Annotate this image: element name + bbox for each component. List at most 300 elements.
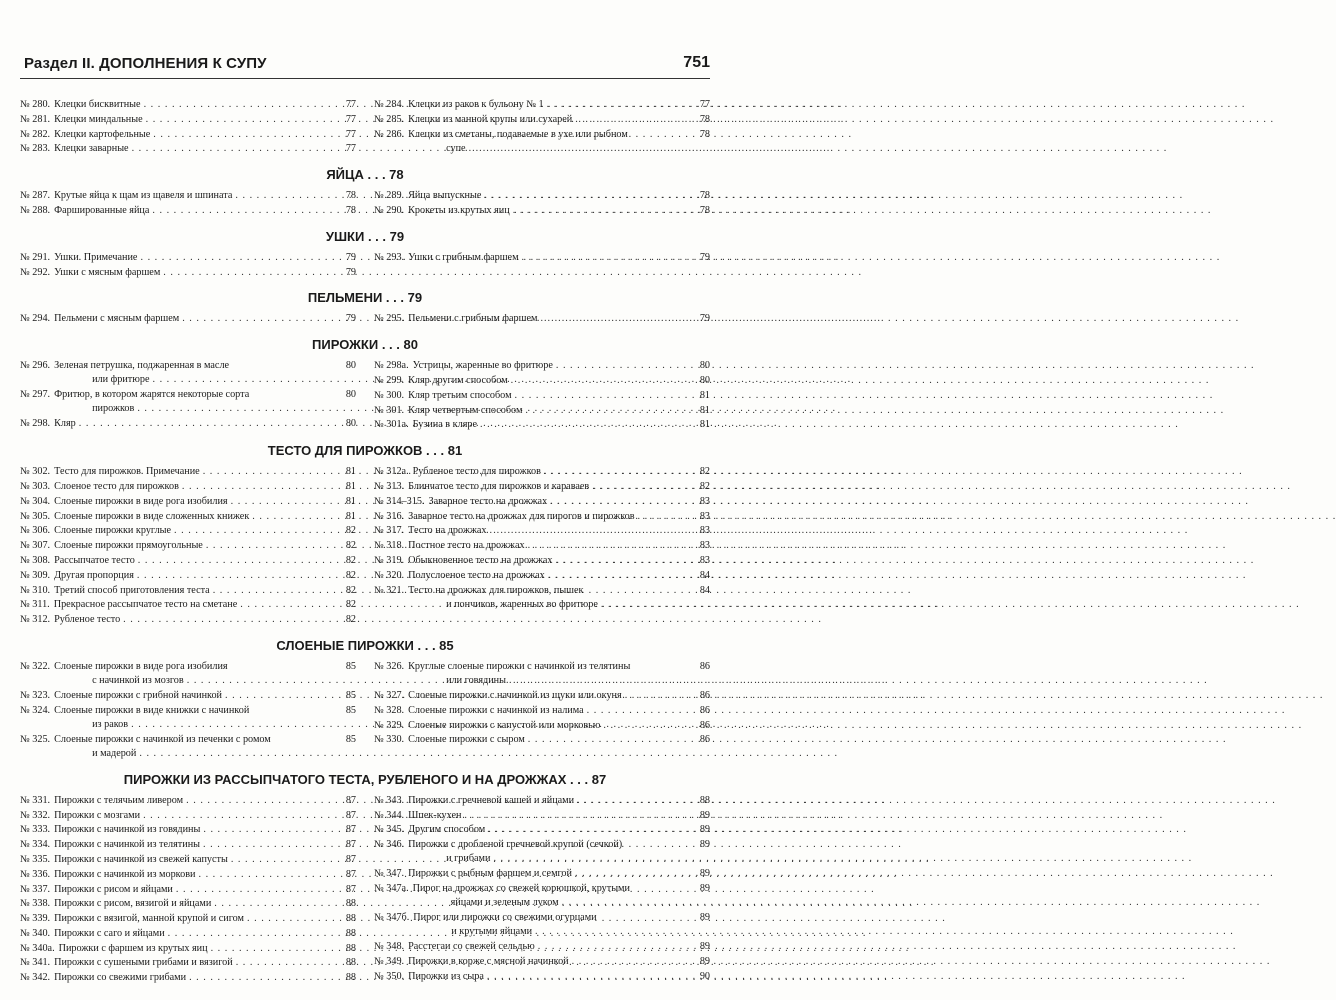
dot-leader [538,940,691,954]
recipe-number: № 350. [374,970,405,982]
toc-section [20,288,710,327]
entry-text [54,312,340,326]
entry-text [408,554,694,568]
toc-entry [374,940,710,954]
entry-line [59,942,340,956]
recipe-number: № 296. [20,360,51,372]
recipe-number: № 298а. [374,360,409,372]
recipe-title: Обыкновенное тесто на дрожжах [408,554,553,566]
recipe-number: № 282. [20,128,51,140]
dot-leader [211,942,337,956]
recipe-title: Расстегаи со свежей сельдью [408,940,535,952]
page-reference: 78 [345,190,356,202]
page-reference: 80 [345,389,356,401]
recipe-title: Пирожки с рисом, вязигой и яйцами [54,898,212,910]
recipe-title: из раков [92,718,129,730]
recipe-number: № 300. [374,389,405,401]
recipe-title: Кляр четвертым способом [408,404,523,416]
entry-text [54,388,340,416]
entry-line [408,970,694,984]
dot-leader [236,956,337,970]
dot-leader [152,373,337,387]
toc-entry [374,569,710,583]
dot-leader [213,584,337,598]
page-reference: 79 [345,313,356,325]
page-reference: 80 [699,360,710,372]
entry-text [408,204,694,218]
left-column [20,312,356,327]
entry-text [408,510,694,524]
recipe-title: Пирог на дрожжах со свежей корюшкой, крутыми [412,882,630,894]
toc-entry [374,882,710,910]
dot-leader [638,510,691,524]
page-reference: 87 [345,853,356,865]
toc-entry [20,868,356,882]
entry-line [54,823,340,837]
dot-leader [203,838,337,852]
recipe-title: Кляр [54,418,76,430]
recipe-number: № 343. [374,794,405,806]
recipe-number: № 312. [20,614,51,626]
entry-line [408,312,694,326]
recipe-title: Круглые слоеные пирожки с начинкой из телятины [408,660,631,672]
entry-text [54,251,340,265]
running-header [20,48,710,79]
page-reference: 88 [699,794,710,806]
entry-text [408,809,694,823]
recipe-title: Ушки. Примечание [54,251,138,263]
recipe-number: № 295. [374,313,405,325]
entry-line [54,689,340,703]
entry-line [408,374,694,388]
recipe-title: Пельмени с грибным фаршем [408,313,538,325]
recipe-title: Другим способом [408,824,486,836]
page-reference: 88 [345,898,356,910]
recipe-number: № 335. [20,853,51,865]
entry-line [408,598,694,612]
recipe-title: Фаршированные яйца [54,204,150,216]
entry-line [408,251,694,265]
dot-leader [144,98,337,112]
recipe-title: Клецки картофельные [54,128,151,140]
recipe-title: или фритюре [92,374,150,386]
toc-entry [374,204,710,218]
entry-text [59,942,340,956]
toc-entry [374,794,710,808]
entry-line [408,955,694,969]
entry-text [54,613,340,627]
section-title: Раздел II. ДОПОЛНЕНИЯ К СУПУ [24,55,267,72]
recipe-title: Слоеное тесто для пирожков [54,480,179,492]
toc-entry [374,374,710,388]
toc-entry [20,794,356,808]
recipe-number: № 322. [20,660,51,672]
recipe-title: Пирожки в корже с мясной начинкой [408,955,569,967]
entry-line [408,142,694,156]
entry-line [54,747,340,761]
entry-text [54,142,340,156]
recipe-number: № 306. [20,525,51,537]
recipe-title: Слоеные пирожки с сыром [408,734,525,746]
entry-line [54,912,340,926]
toc-entry [374,359,710,373]
toc-entry [20,388,356,416]
toc-entry [20,539,356,553]
entry-line [54,251,340,265]
dot-leader [487,970,691,984]
page-reference: 87 [345,839,356,851]
entry-line [408,480,694,494]
dot-leader [203,465,337,479]
dot-leader [143,809,337,823]
right-column [374,794,710,986]
right-column [374,660,710,762]
entry-text [54,704,340,732]
toc-entry [20,689,356,703]
entry-text [54,204,340,218]
recipe-title: Слоеные пирожки круглые [54,525,172,537]
entry-line [54,674,340,688]
page-reference: 89 [699,809,710,821]
recipe-number: № 292. [20,266,51,278]
dot-leader [163,266,337,280]
entry-line [54,883,340,897]
page-reference: 78 [345,204,356,216]
recipe-title: Кляр третьим способом [408,389,512,401]
dot-leader [488,823,691,837]
page-reference: 84 [699,569,710,581]
toc-entry [374,733,710,747]
entry-line [54,853,340,867]
entry-line [54,189,340,203]
section-heading: ТЕСТО ДЛЯ ПИРОЖКОВ . . . 81 [267,443,463,459]
page-reference: 81 [699,389,710,401]
entry-text [428,495,694,509]
toc-entry [20,480,356,494]
page-reference: 83 [699,525,710,537]
right-column [374,465,710,628]
recipe-title: Шпек-кухен [408,809,462,821]
dot-leader [625,689,691,703]
recipe-title: Ушки с грибным фаршем [408,251,519,263]
entry-line [54,539,340,553]
entry-text [408,689,694,703]
recipe-number: № 303. [20,480,51,492]
toc-entry [20,554,356,568]
toc-entry [374,955,710,969]
toc-entry [20,927,356,941]
entry-line [54,718,340,732]
dot-leader [131,718,337,732]
entry-line [54,388,340,402]
dot-leader [252,510,337,524]
page-reference: 83 [699,540,710,552]
entry-line [408,838,694,852]
entry-line [408,940,694,954]
entry-line [54,897,340,911]
page-reference: 86 [699,704,710,716]
toc-entry [20,98,356,112]
dot-leader [544,465,691,479]
recipe-title: Яйца выпускные [408,190,482,202]
recipe-title: Пирожки с рыбным фаршем и семгой [408,868,572,880]
entry-text [54,689,340,703]
recipe-number: № 329. [374,719,405,731]
entry-text [408,970,694,984]
entry-text [54,189,340,203]
entry-text [408,569,694,583]
toc-entry [20,942,356,956]
entry-line [54,569,340,583]
dot-leader [176,883,337,897]
toc-entry [374,867,710,881]
recipe-number: № 311. [20,599,50,611]
recipe-number: № 344. [374,809,405,821]
toc-entry [20,613,356,627]
toc-entry [20,359,356,387]
entry-text [54,794,340,808]
entry-line [54,927,340,941]
toc-entry [374,809,710,823]
toc-entry [20,189,356,203]
toc-section [20,636,710,762]
entry-text [54,266,340,280]
recipe-title: Заварное тесто на дрожжах для пирогов и пирожков [408,510,635,522]
page-reference: 81 [345,495,356,507]
entry-text [54,510,340,524]
page-reference: 83 [699,554,710,566]
page-reference: 89 [699,882,710,894]
recipe-number: № 284. [374,99,405,110]
recipe-title: Крокеты из крутых яиц [408,204,510,216]
dot-leader [79,417,337,431]
dot-leader [231,853,337,867]
dot-leader [139,747,337,761]
page-reference: 80 [345,418,356,430]
dot-leader [587,704,691,718]
entry-text [54,128,340,142]
entry-text [408,838,694,866]
recipe-number: № 301а. [374,419,409,431]
recipe-number: № 341. [20,957,51,969]
toc-entry [374,113,710,127]
recipe-number: № 326. [374,660,405,672]
recipe-number: № 337. [20,883,51,895]
recipe-title: Слоеные пирожки с начинкой из налима [408,704,584,716]
dot-leader [240,598,337,612]
recipe-title: Слоеные пирожки прямоугольные [54,540,203,552]
page-reference: 82 [345,525,356,537]
page-reference: 85 [345,660,356,672]
recipe-title: Пирожки с телячьим ливером [54,794,184,806]
entry-line [54,704,340,718]
dot-leader [225,689,337,703]
dot-leader [469,142,691,156]
toc-entry [374,524,710,538]
dot-leader [575,113,691,127]
dot-leader [206,539,337,553]
recipe-title: Пирожки с начинкой из свежей капусты [54,853,228,865]
entry-text [408,128,694,156]
entry-line [54,266,340,280]
dot-leader [490,524,691,538]
recipe-number: № 317. [374,525,405,537]
entry-text [54,480,340,494]
toc-entry [20,838,356,852]
entry-text [408,98,694,112]
recipe-title: супе [446,142,466,154]
dot-leader [513,204,691,218]
entry-line [54,794,340,808]
page-reference: 86 [699,719,710,731]
page-reference: 85 [345,704,356,716]
page-reference: 77 [345,143,356,155]
entry-line [54,128,340,142]
recipe-number: № 286. [374,128,405,140]
recipe-number: № 297. [20,389,51,401]
recipe-number: № 328. [374,704,405,716]
recipe-title: и крутыми яйцами [451,926,533,938]
recipe-number: № 294. [20,313,51,325]
toc-entry [374,418,710,432]
recipe-title: Пирожки с вязигой, манной крупой и сигом [54,913,244,925]
toc-entry [20,495,356,509]
entry-line [54,510,340,524]
page-reference: 89 [699,824,710,836]
toc-entry [20,733,356,761]
entry-line [54,598,340,612]
recipe-number: № 338. [20,898,51,910]
dot-leader [550,495,691,509]
recipe-title: Пирожки с фаршем из крутых яиц [58,942,208,954]
page-reference: 81 [345,466,356,478]
recipe-title: Клецки заварные [54,143,129,155]
toc-section [20,441,710,628]
recipe-title: и пончиков, жаренных во фритюре [446,598,598,610]
toc-entry [20,704,356,732]
page-reference: 87 [345,883,356,895]
dot-leader [137,402,337,416]
recipe-number: № 348. [374,940,405,952]
recipe-number: № 320. [374,569,405,581]
entry-line [54,660,340,674]
page-reference: 88 [345,957,356,969]
dot-leader [186,794,337,808]
entry-line [413,925,694,939]
dot-leader [572,955,691,969]
toc-entry [20,510,356,524]
section-columns [20,465,710,628]
entry-text [408,539,694,553]
recipe-number: № 347б. [374,911,410,923]
entry-line [408,660,694,674]
section-columns [20,312,710,327]
entry-line [54,868,340,882]
recipe-number: № 346. [374,839,405,851]
entry-line [408,389,694,403]
dot-leader [592,480,691,494]
entry-line [408,809,694,823]
entry-line [54,373,340,387]
recipe-number: № 345. [374,824,405,836]
recipe-number: № 324. [20,704,51,716]
dot-leader [182,480,337,494]
dot-leader [480,418,691,432]
recipe-title: Тесто на дрожжах [408,525,487,537]
recipe-title: Пирожки с мозгами [54,809,141,821]
toc-entry [20,465,356,479]
entry-line [54,613,340,627]
toc-entry [374,554,710,568]
recipe-number: № 347. [374,868,405,880]
dot-leader [577,794,691,808]
page-reference: 77 [345,113,356,125]
section-heading: СЛОЕНЫЕ ПИРОЖКИ . . . 85 [276,637,454,653]
dot-leader [231,495,337,509]
page-reference: 79 [345,251,356,263]
page-reference: 87 [345,824,356,836]
page-reference: 89 [699,868,710,880]
page-reference: 89 [699,911,710,923]
entry-line [408,554,694,568]
recipe-title: Пирожки из сыра [408,970,484,982]
entry-line [413,418,694,432]
dot-leader [556,554,692,568]
page-reference: 86 [699,689,710,701]
recipe-title: Слоеные пирожки в виде рога изобилия [54,660,228,672]
recipe-number: № 349. [374,955,405,967]
dot-leader [547,98,691,112]
recipe-title: Пирожки с начинкой из телятины [54,839,200,851]
recipe-title: Пирожки с дробленой гречневой крупой (сечкой) [408,839,623,851]
entry-text [54,569,340,583]
section-columns [20,189,710,219]
entry-text [54,868,340,882]
recipe-title: Третий способ приготовления теста [54,584,210,596]
entry-text [408,480,694,494]
recipe-title: Клецки бисквитные [54,99,141,110]
section-heading: ПИРОЖКИ ИЗ РАССЫПЧАТОГО ТЕСТА, РУБЛЕНОГО И НА ДРОЖЖАХ . . . 87 [123,771,607,787]
recipe-number: № 339. [20,913,51,925]
page-reference: 89 [699,940,710,952]
entry-line [408,867,694,881]
toc-entry [374,539,710,553]
entry-text [54,98,340,112]
toc-entry [20,809,356,823]
right-column [374,98,710,157]
recipe-title: Слоеные пирожки в виде книжки с начинкой [54,704,250,716]
recipe-title: с начинкой из мозгов [92,675,184,687]
page-reference: 80 [345,360,356,372]
section-heading: УШКИ . . . 79 [325,228,405,244]
toc-entry [20,569,356,583]
toc-entry [20,823,356,837]
recipe-number: № 347а. [374,882,409,894]
entry-line [408,794,694,808]
entry-text [408,867,694,881]
entry-text [54,113,340,127]
entry-text [408,524,694,538]
entry-text [408,251,694,265]
recipe-title: Прекрасное рассыпчатое тесто на сметане [53,599,238,611]
recipe-number: № 283. [20,143,51,155]
recipe-title: пирожков [92,403,135,415]
left-column [20,189,356,219]
recipe-number: № 342. [20,972,51,984]
page-reference: 79 [345,266,356,278]
dot-leader [247,912,337,926]
dot-leader [540,312,691,326]
